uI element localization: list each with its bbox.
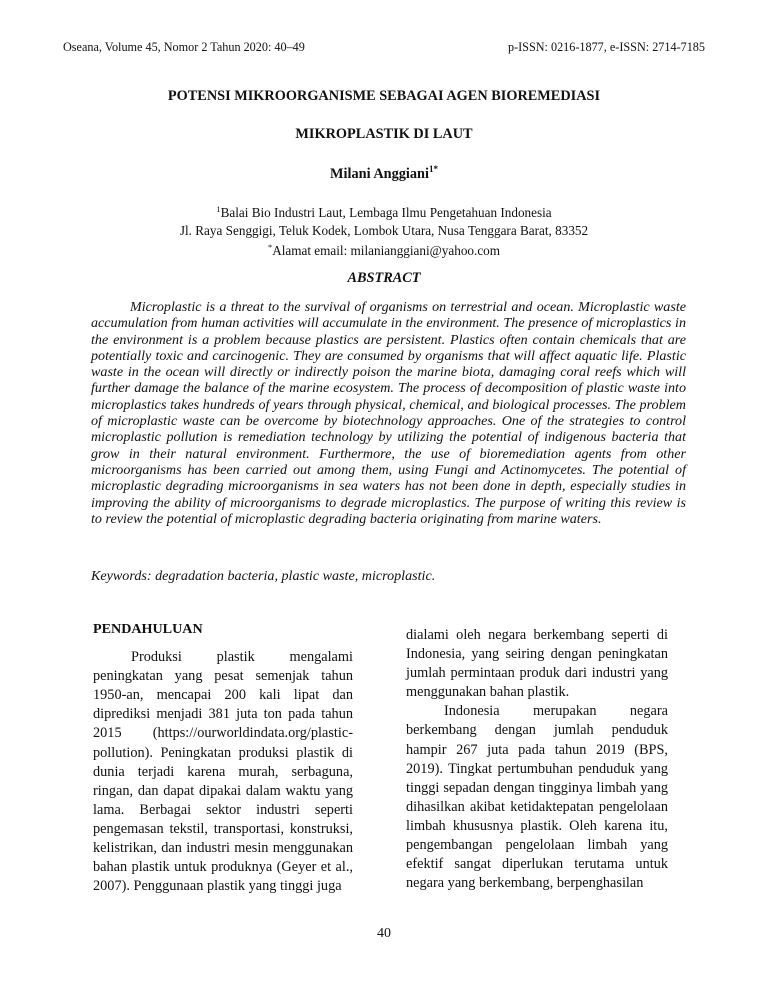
body-paragraph-right-2: Indonesia merupakan negara berkembang dengan jumlah penduduk hampir 267 juta pada tahun 2019 (BPS, 2019). Tingkat pertumbuhan penduduk yang tinggi sepadan dengan tingginya limbah yang dihasilkan akibat ketidaktepatan pengelolaan limbah khususnya plastik. Oleh karena itu, pengembangan pengelolaan limbah yang efektif sangat diperlukan terutama untuk negara yang berkembang, berpenghasilan [406,703,668,892]
affiliation-block [0,201,768,260]
abstract-text: Microplastic is a threat to the survival of organisms on terrestrial and ocean. Microplastic waste accumulation from human activities will accumulate in the environment. The presence of microplastics in the environment is a problem because plastics are persistent. Plastics often contain chemicals that are potentially toxic and carcinogenic. They are consumed by organisms that will affect aquatic life. Plastic waste in the ocean will directly or indirectly poison the marine biota, damaging coral reefs which will further damage the balance of the marine ecosystem. The process of decomposition of plastic waste into microplastics takes hundreds of years through physical, chemical, and biological processes. The problem of microplastic waste can be overcome by biotechnology approaches. One of the strategies to control microplastic pollution is remediation technology by utilizing the potential of indigenous bacteria that grow in their natural environment. Furthermore, the use of bioremediation agents from other microorganisms has been carried out among them, using Fungi and Actinomycetes. The potential of microplastic degrading microorganisms in sea waters has not been done in depth, especially studies in improving the ability of microorganisms to degrade microplastics. The purpose of writing this review is to review the potential of microplastic degrading bacteria originating from marine waters. [91,299,686,527]
running-header [63,40,705,55]
abstract-body [91,299,686,527]
author-name: Milani Anggiani [330,166,429,182]
paper-title-line-1: POTENSI MIKROORGANISME SEBAGAI AGEN BIOREMEDIASI [167,88,601,104]
affiliation-email: Alamat email: milanianggiani@yahoo.com [272,243,501,258]
keywords: Keywords: degradation bacteria, plastic waste, microplastic. [91,568,436,584]
affiliation-institution-line [0,201,768,222]
journal-citation: Oseana, Volume 45, Nomor 2 Tahun 2020: 40–49 [63,40,305,54]
section-heading: PENDAHULUAN [93,621,203,637]
page-number: 40 [377,926,391,941]
right-column [406,626,668,893]
affiliation-mark: 1 [216,204,221,214]
abstract-heading: ABSTRACT [347,270,421,286]
affiliation-institution: Balai Bio Industri Laut, Lembaga Ilmu Pengetahuan Indonesia [220,205,552,220]
paper-title-line-2: MIKROPLASTIK DI LAUT [295,126,473,142]
left-column [93,620,353,896]
author [0,164,768,183]
affiliation-email-line [0,239,768,260]
author-marks: 1* [428,164,438,174]
issn-info: p-ISSN: 0216-1877, e-ISSN: 2714-7185 [507,40,705,54]
body-paragraph-right-1: dialami oleh negara berkembang seperti di Indonesia, yang seiring dengan peningkatan jumlah permintaan produk dari industri yang menggunakan bahan plastik. [406,627,668,701]
affiliation-address: Jl. Raya Senggigi, Teluk Kodek, Lombok Utara, Nusa Tenggara Barat, 83352 [179,222,589,238]
body-paragraph-left: Produksi plastik mengalami peningkatan yang pesat semenjak tahun 1950-an, mencapai 200 kali lipat dan diprediksi menjadi 381 juta ton pada tahun 2015 (https://ourworldindata.org/plastic-pollution). Peningkatan produksi plastik di dunia terjadi karena murah, serbaguna, ringan, dan dapat dipakai dalam waktu yang lama. Berbagai sektor industri seperti pengemasan tekstil, transportasi, konstruksi, kelistrikan, dan industri mesin menggunakan bahan plastik untuk produknya (Geyer et al., 2007). Penggunaan plastik yang tinggi juga [93,649,353,895]
corresponding-mark: * [267,242,273,252]
